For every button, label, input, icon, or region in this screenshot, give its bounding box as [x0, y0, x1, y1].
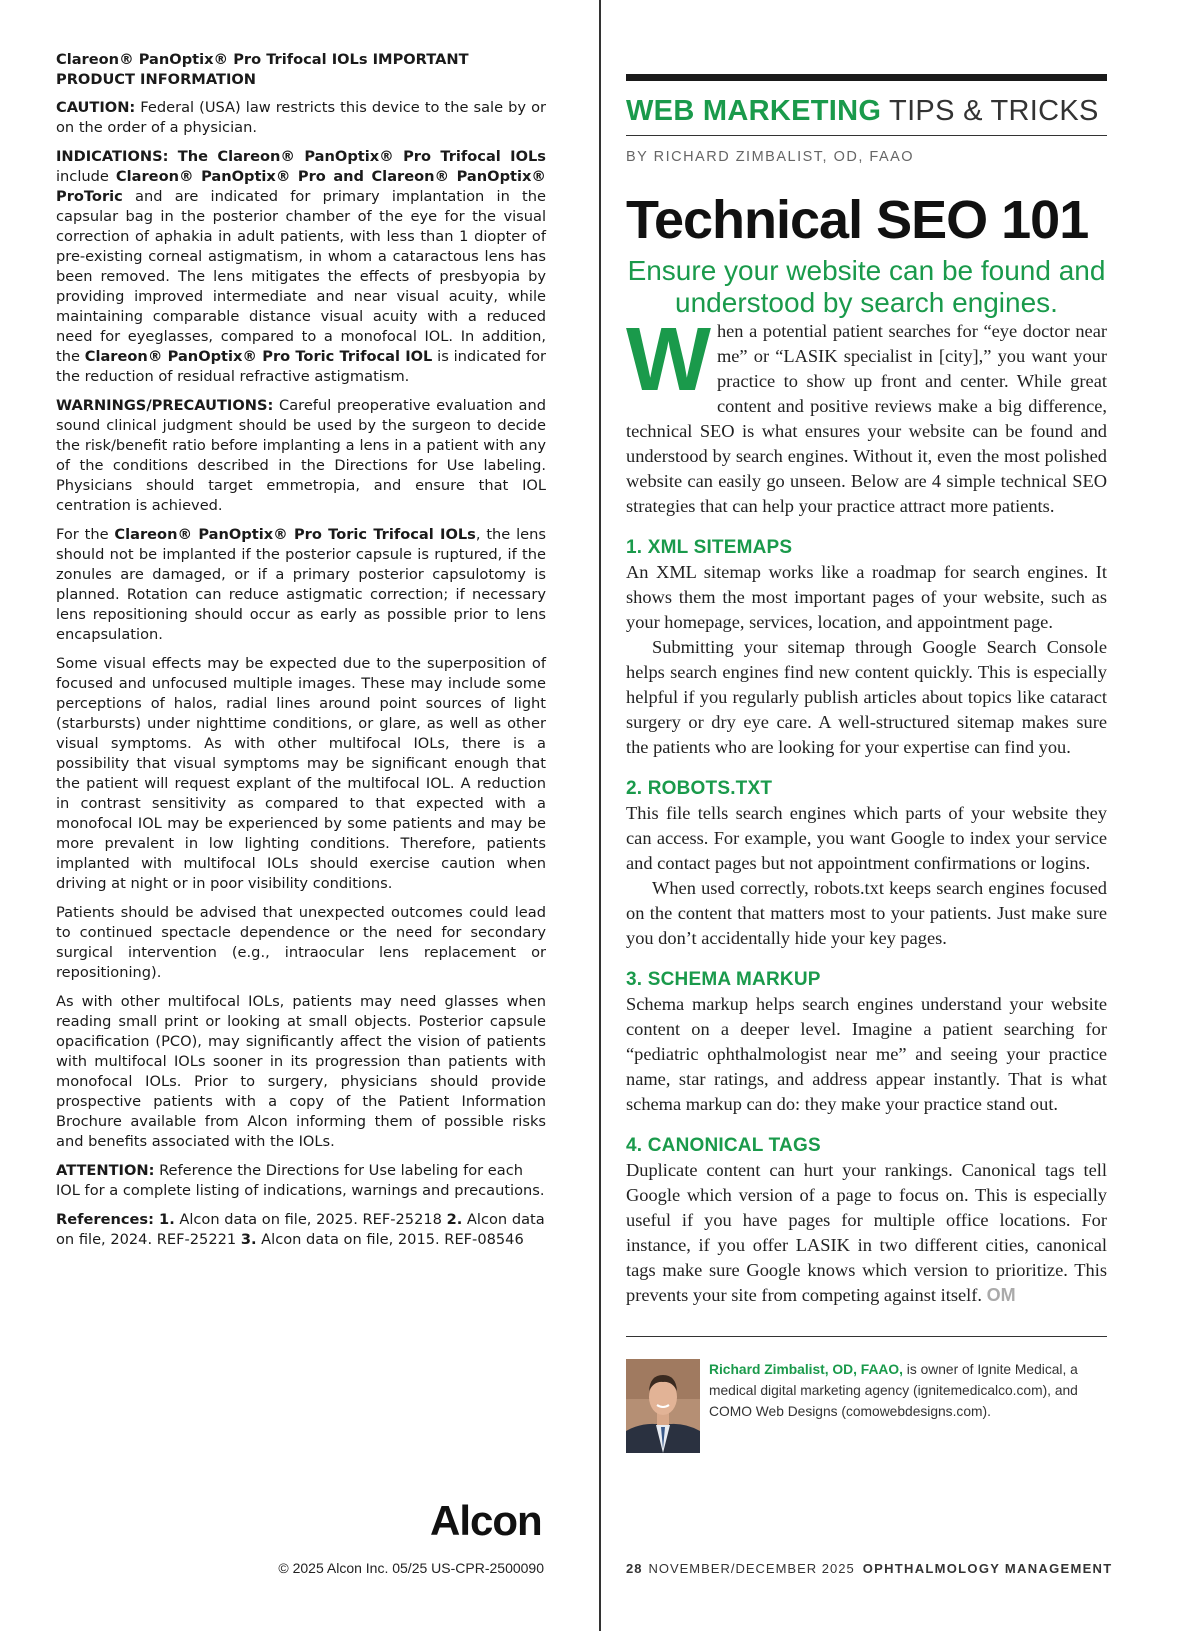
indications-text-3: is indicated for the reduction of residual refractive astigmatism. — [56, 348, 546, 385]
headline: Technical SEO 101 — [626, 190, 1089, 250]
top-rule — [626, 74, 1107, 81]
ref-2-number: 2. — [446, 1211, 463, 1228]
byline: BY RICHARD ZIMBALIST, OD, FAAO — [626, 149, 915, 165]
end-mark: OM — [986, 1285, 1016, 1305]
glasses-paragraph: As with other multifocal IOLs, patients may need glasses when reading small print or looking at small objects. Posterior capsule opacification (PCO), may significantly affect the vision of patients with multifocal IOLs sooner in its progression than patients with monofocal IOLs. Prior to surgery, physicians should provide prospective patients with a copy of the Patient Information Brochure available from Alcon informing them of possible risks and benefits associated with the IOLs. — [56, 993, 546, 1150]
column-divider — [599, 0, 601, 1631]
sitemaps-p2: Submitting your sitemap through Google Search Console helps search engines find new content quickly. This is especially helpful if you regularly publish articles about topics like cataract surgery or dry eye care. A well-structured sitemap makes sure the patients who are looking for your expertise can find you. — [626, 637, 1107, 757]
caution-paragraph — [56, 98, 546, 138]
department-light: TIPS & TRICKS — [881, 95, 1099, 127]
intro-paragraph — [626, 310, 1107, 519]
caution-text: Federal (USA) law restricts this device to the sale by or on the order of a physician. — [56, 99, 546, 136]
article — [626, 74, 1107, 1454]
canonical-text: Duplicate content can hurt your rankings. Canonical tags tell Google which version of a page to focus on. This is especially useful if you have pages for multiple office locations. For instance, if you offer LASIK in two different cities, canonical tags make sure Google knows which version to prioritize. This prevents your site from competing against itself. — [626, 1160, 1107, 1305]
indications-bold-1: Clareon® PanOptix® Pro and Clareon® PanOptix® ProToric — [56, 168, 546, 205]
section-heading-robots: 2. ROBOTS.TXT — [626, 778, 773, 799]
alcon-logo: Alcon — [430, 1497, 542, 1544]
toric-text-1: For the — [56, 526, 115, 543]
ref-1-text: Alcon data on file, 2025. REF-25218 — [174, 1211, 447, 1228]
deck: Ensure your website can be found and understood by search engines. — [627, 255, 1106, 318]
ref-2-text: Alcon data on file, 2024. REF-25221 — [56, 1211, 545, 1248]
visual-effects-paragraph: Some visual effects may be expected due to the superposition of focused and unfocused multiple images. These may include some perceptions of halos, radial lines around point sources of light (starbursts) under nighttime conditions, or glare, as well as other visual symptoms. As with other multifocal IOLs, there is a possibility that visual symptoms may be significant enough that the patient will request explant of the multifocal IOL. A reduction in contrast sensitivity as compared to that expected with a monofocal IOL may be experienced by some patients and may be more prevalent in low lighting conditions. Therefore, patients implanted with multifocal IOLs should exercise caution when driving at night or in poor visibility conditions. — [56, 655, 546, 892]
bio-text — [709, 1359, 1109, 1422]
author-photo-graphic — [626, 1359, 700, 1453]
attention-paragraph — [56, 1161, 546, 1201]
references-paragraph — [56, 1210, 546, 1250]
toric-bold: Clareon® PanOptix® Pro Toric Trifocal IOLs — [114, 526, 476, 543]
section-heading-schema: 3. SCHEMA MARKUP — [626, 969, 821, 990]
magazine-name: OPHTHALMOLOGY MANAGEMENT — [862, 1561, 1113, 1576]
warnings-paragraph — [56, 396, 546, 516]
schema-p1: Schema markup helps search engines understand your website content on a deeper level. Imagine a patient searching for “pediatric ophthalmologist near me” and seeing your practice name, star ratings, and address appear instantly. That is what schema markup can do: they make your practice stand out. — [626, 994, 1107, 1114]
important-product-information — [56, 50, 546, 1259]
references-label: References: — [56, 1211, 154, 1228]
page-footer — [626, 1561, 1113, 1576]
copyright-line: © 2025 Alcon Inc. 05/25 US-CPR-2500090 — [278, 1560, 544, 1576]
robots-p1: This file tells search engines which parts of your website they can access. For example, you want Google to index your service and contact pages but not appointment confirmations or logins. — [626, 803, 1107, 873]
drop-cap: W — [626, 310, 711, 410]
caution-label: CAUTION: — [56, 99, 136, 116]
toric-text-2: , the lens should not be implanted if the posterior capsule is ruptured, if the zonules are damaged, or if a primary posterior capsulotomy is planned. Rotation can reduce astigmatic correction; if necessary lens repositioning should occur as early as possible prior to lens encapsulation. — [56, 526, 546, 643]
warnings-text: Careful preoperative evaluation and sound clinical judgment should be used by the surgeon to decide the risk/benefit ratio before implanting a lens in a patient with any of the conditions described in the Directions for Use labeling. Physicians should target emmetropia, and ensure that IOL centration is achieved. — [56, 397, 546, 514]
page-number: 28 — [626, 1561, 643, 1576]
author-bio — [626, 1359, 1107, 1454]
ref-3-text: Alcon data on file, 2015. REF-08546 — [256, 1231, 524, 1248]
robots-p2: When used correctly, robots.txt keeps search engines focused on the content that matters most to your patients. Just make sure you don’t accidentally hide your key pages. — [626, 878, 1107, 948]
author-headshot — [626, 1359, 700, 1453]
indications-paragraph — [56, 147, 546, 387]
section-heading-canonical: 4. CANONICAL TAGS — [626, 1135, 821, 1156]
indications-text-1: include — [56, 168, 116, 185]
bio-rule — [626, 1336, 1107, 1337]
advised-paragraph: Patients should be advised that unexpected outcomes could lead to continued spectacle dependence or the need for secondary surgical intervention (e.g., intraocular lens replacement or repositioning). — [56, 904, 546, 981]
ref-3-number: 3. — [240, 1231, 257, 1248]
section-heading-sitemaps: 1. XML SITEMAPS — [626, 537, 793, 558]
ref-1-number: 1. — [153, 1211, 175, 1228]
department-heading — [626, 95, 1107, 127]
department-bold: WEB MARKETING — [626, 95, 882, 127]
toric-paragraph — [56, 525, 546, 645]
bio-description: is owner of Ignite Medical, a medical digital marketing agency (ignitemedicalco.com), and COMO Web Designs (comowebdesigns.com). — [709, 1362, 1078, 1419]
indications-label: INDICATIONS: The Clareon® PanOptix® Pro Trifocal IOLs — [56, 148, 546, 165]
article-body — [626, 310, 1107, 1308]
sitemaps-p1: An XML sitemap works like a roadmap for search engines. It shows them the most important pages of your website, such as your homepage, services, location, and appointment page. — [626, 562, 1107, 632]
bio-name: Richard Zimbalist, OD, FAAO, — [709, 1362, 903, 1377]
pi-title: Clareon® PanOptix® Pro Trifocal IOLs IMPORTANT PRODUCT INFORMATION — [56, 51, 469, 88]
canonical-p1 — [626, 1158, 1107, 1308]
issue-date: NOVEMBER/DECEMBER 2025 — [648, 1561, 855, 1576]
attention-label: ATTENTION: — [56, 1162, 155, 1179]
department-rule — [626, 135, 1107, 136]
attention-text: Reference the Directions for Use labeling for each IOL for a complete listing of indications, warnings and precautions. — [56, 1162, 545, 1199]
indications-bold-2: Clareon® PanOptix® Pro Toric Trifocal IOL — [84, 348, 433, 365]
intro-text: hen a potential patient searches for “eye doctor near me” or “LASIK specialist in [city],” you want your practice to show up front and center. While great content and positive reviews make a big difference, technical SEO is what ensures your website can be found and understood by search engines. Without it, even the most polished website can easily go unseen. Below are 4 simple technical SEO strategies that can help your practice attract more patients. — [626, 321, 1107, 516]
indications-text-2: and are indicated for primary implantation in the capsular bag in the posterior chamber of the eye for the visual correction of aphakia in adult patients, with less than 1 diopter of pre-existing corneal astigmatism, in whom a cataractous lens has been removed. The lens mitigates the effects of presbyopia by providing improved intermediate and near visual acuity, while maintaining comparable distance visual acuity with a reduced need for eyeglasses, compared to a monofocal IOL. In addition, the — [56, 188, 546, 365]
warnings-label: WARNINGS/PRECAUTIONS: — [56, 397, 274, 414]
